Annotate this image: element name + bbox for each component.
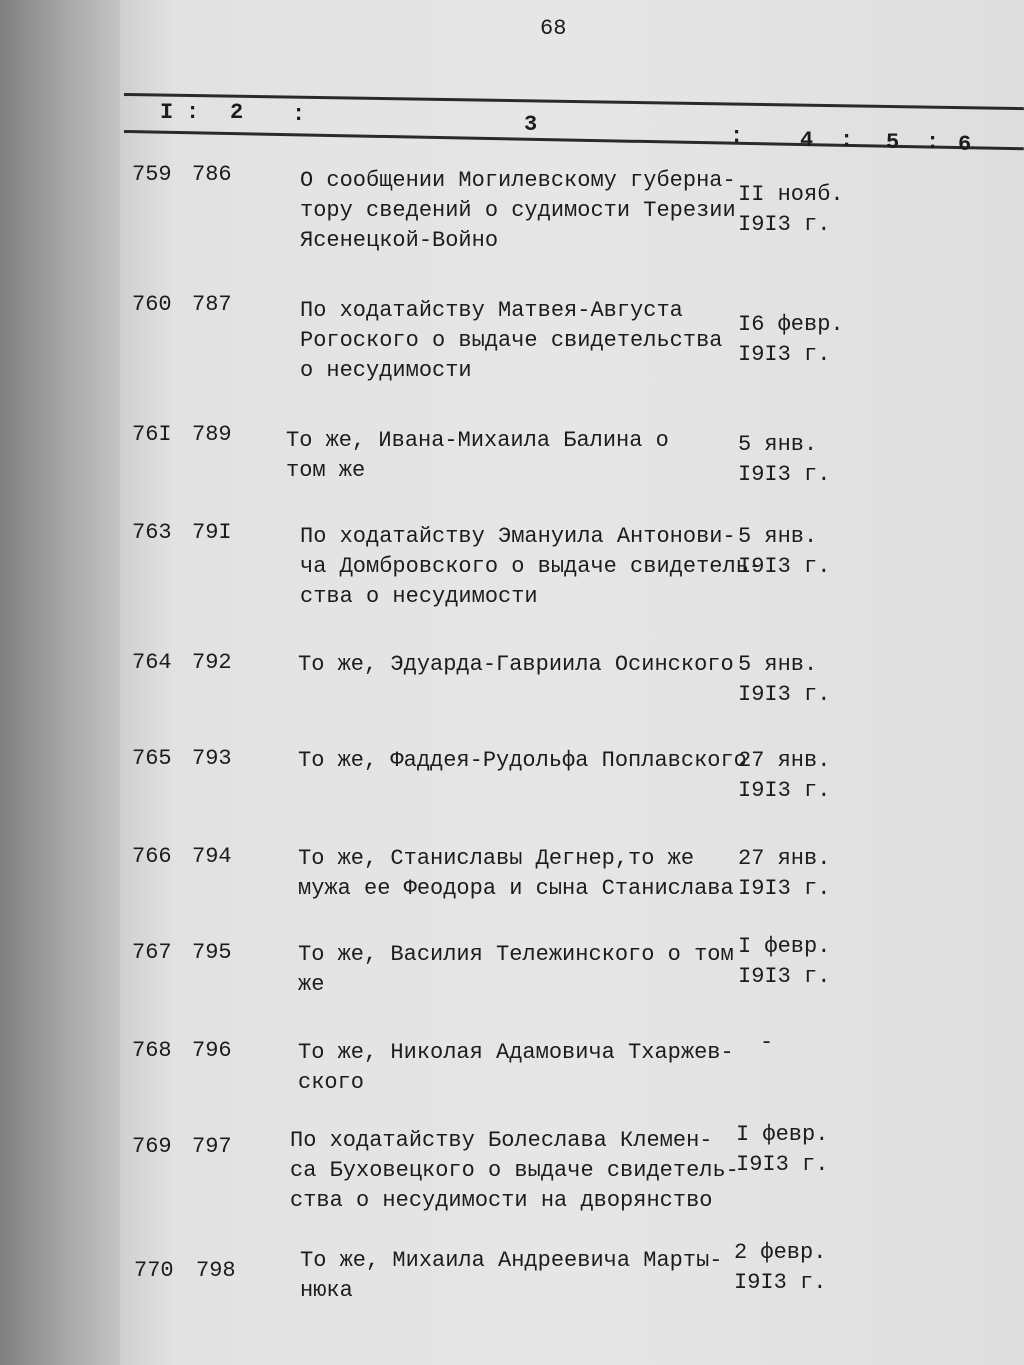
case-description: То же, Эдуарда-Гавриила Осинского xyxy=(298,652,734,677)
case-number: 797 xyxy=(192,1134,232,1159)
case-date: 5 янв. I9I3 г. xyxy=(738,432,831,487)
entry-number: 759 xyxy=(132,162,172,187)
entry-number: 768 xyxy=(132,1038,172,1063)
case-date: - xyxy=(760,1030,774,1055)
case-date: I февр. I9I3 г. xyxy=(738,934,831,989)
case-number: 794 xyxy=(192,844,232,869)
entry-number: 767 xyxy=(132,940,172,965)
entry-number: 766 xyxy=(132,844,172,869)
header-sep-4: : xyxy=(840,128,854,153)
header-col-1: I xyxy=(160,100,174,125)
header-col-3: 3 xyxy=(524,112,538,137)
case-description: То же, Станиславы Дегнер,то же мужа ее Феодора и сына Станислава xyxy=(298,846,734,901)
case-number: 787 xyxy=(192,292,232,317)
header-sep-3: : xyxy=(730,124,744,149)
header-col-5: 5 xyxy=(886,130,900,155)
case-date: 27 янв. I9I3 г. xyxy=(738,748,831,803)
case-number: 796 xyxy=(192,1038,232,1063)
entry-number: 769 xyxy=(132,1134,172,1159)
case-number: 79I xyxy=(192,520,232,545)
page-number: 68 xyxy=(540,16,567,41)
case-description: То же, Михаила Андреевича Марты- нюка xyxy=(300,1248,723,1303)
header-sep-1: : xyxy=(186,100,200,125)
case-description: То же, Василия Тележинского о том же xyxy=(298,942,734,997)
case-number: 795 xyxy=(192,940,232,965)
header-col-4: 4 xyxy=(800,128,814,153)
entry-number: 763 xyxy=(132,520,172,545)
case-date: 2 февр. I9I3 г. xyxy=(734,1240,827,1295)
entry-number: 765 xyxy=(132,746,172,771)
case-date: 5 янв. I9I3 г. xyxy=(738,524,831,579)
case-date: II нояб. I9I3 г. xyxy=(738,182,844,237)
case-description: По ходатайству Эмануила Антонови- ча Домбровского о выдаче свидетель- ства о несудимости xyxy=(300,524,763,609)
case-date: 5 янв. I9I3 г. xyxy=(738,652,831,707)
header-sep-5: : xyxy=(926,130,940,155)
case-description: То же, Ивана-Михаила Балина о том же xyxy=(286,428,669,483)
entry-number: 76I xyxy=(132,422,172,447)
entry-number: 764 xyxy=(132,650,172,675)
case-date: I6 февр. I9I3 г. xyxy=(738,312,844,367)
case-description: По ходатайству Матвея-Августа Рогоского о выдаче свидетельства о несудимости xyxy=(300,298,723,383)
entry-number: 760 xyxy=(132,292,172,317)
case-number: 786 xyxy=(192,162,232,187)
entry-number: 770 xyxy=(134,1258,174,1283)
header-sep-2: : xyxy=(292,102,306,127)
case-description: То же, Фаддея-Рудольфа Поплавского xyxy=(298,748,747,773)
header-col-2: 2 xyxy=(230,100,244,125)
case-number: 798 xyxy=(196,1258,236,1283)
case-number: 792 xyxy=(192,650,232,675)
case-date: I февр. I9I3 г. xyxy=(736,1122,829,1177)
case-number: 793 xyxy=(192,746,232,771)
case-description: То же, Николая Адамовича Тхаржев- ского xyxy=(298,1040,734,1095)
case-date: 27 янв. I9I3 г. xyxy=(738,846,831,901)
page-shadow xyxy=(0,0,125,1365)
header-col-6: 6 xyxy=(958,132,972,157)
case-description: О сообщении Могилевскому губерна- тору сведений о судимости Терезии Ясенецкой-Войно xyxy=(300,168,736,253)
case-description: По ходатайству Болеслава Клемен- са Буховецкого о выдаче свидетель- ства о несудимости на дворянство xyxy=(290,1128,739,1213)
case-number: 789 xyxy=(192,422,232,447)
